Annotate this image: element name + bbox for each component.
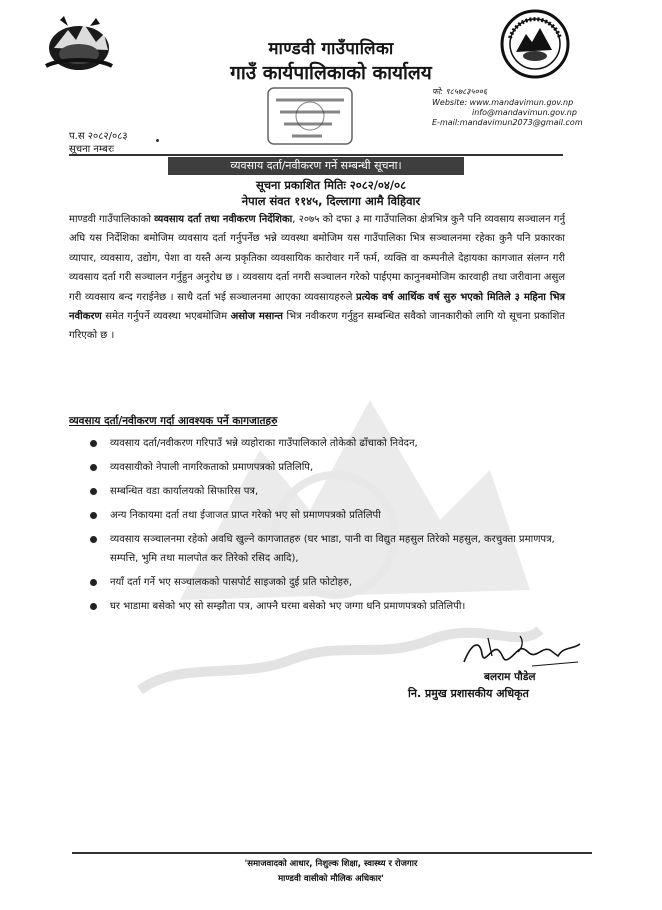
reference-number: प.स २०८२/०८३ [69, 131, 128, 142]
handwritten-signature-icon [458, 632, 586, 672]
body-text: समेत गर्नुपर्ने व्यवस्था भएबमोजिम [101, 311, 231, 323]
bullet-icon [90, 488, 97, 495]
list-item [90, 482, 570, 501]
body-bold-text: प्रत्येक वर्ष आर्थिक वर्ष सुरु भएको मितिले ३ महिना भित्र नवीकरण [69, 291, 565, 323]
documents-heading: व्यवसाय दर्ता/नवीकरण गर्दा आवश्यक पर्ने कागजातहरु [69, 415, 278, 427]
list-item-text: व्यवसाय सञ्चालनमा रहेको अवधि खुल्ने कागजातहरु (घर भाडा, पानी वा विद्युत महसुल तिरेको महसुल, करचुक्ता प्रमाणपत्र, सम्पत्ति, भुमि तथा मालपोत कर तिरेको रसिद आदि), [110, 534, 555, 564]
body-text: माण्डवी गाउँपालिकाको [69, 214, 155, 225]
list-item-text: अन्य निकायमा दर्ता तथा ईजाजत प्राप्त गरेको भए सो प्रमाणपत्रको प्रतिलिपी [110, 510, 381, 521]
bullet-icon [90, 579, 97, 586]
footer-divider [72, 852, 592, 854]
bullet-icon [90, 440, 97, 447]
list-item [90, 597, 570, 616]
signatory-title: नि. प्रमुख प्रशासकीय अधिकृत [408, 687, 529, 700]
publish-date: सूचना प्रकाशित मितिः २०८२/०४/०८ [255, 178, 407, 192]
documents-list [90, 434, 570, 621]
body-text: , २०७५ को दफा ३ मा गाउँपालिका क्षेत्रभित्र कुनै पनि व्यवसाय सञ्चालन गर्नु अघि यस निर्देशिका बमोजिम व्यवसाय दर्ता गर्नुपर्नेछ भन्ने व्यवस्था बमोजिम यस गाउँपालिका भित्र सञ्चालनमा रहेका कुनै पनि प्रकारका व्यापार, व्यवसाय, उद्योग, पेशा वा यस्तै अन्य प्रकृतिका व्यवसायिक कारोवार गर्ने फर्म, व्यक्ति वा कम्पनीले देहायका कागजात संलग्न गरी व्यवसाय दर्ता गरी सञ्चालन गर्नुहुन अनुरोध छ । व्यवसाय दर्ता नगरी सञ्चालन गरेको पाईएमा कानुनबमोजिम कारवाही तथा जरीवाना असुल गरी व्यवसाय बन्द गराईनेछ । साथै दर्ता भई सञ्चालनमा आएका व्यवसायहरुले [69, 214, 565, 303]
bullet-icon [90, 464, 97, 471]
list-item [90, 530, 570, 568]
list-item [90, 434, 570, 453]
bullet-icon [90, 512, 97, 519]
body-bold-text: असोज मसान्त [230, 311, 283, 323]
notice-banner: व्यवसाय दर्ता/नवीकरण गर्ने सम्बन्धी सूचना। [168, 157, 464, 175]
body-bold-text: व्यवसाय दर्ता तथा नवीकरण निर्देशिका [154, 214, 293, 225]
contact-email[interactable]: E-mail:mandavimun2073@gmail.com [432, 118, 583, 127]
office-stamp-icon [262, 84, 358, 148]
nepal-samvat-date: नेपाल संवत ११४५, दिल्लागा आमै विहिवार [241, 194, 421, 208]
list-item [90, 573, 570, 592]
phone-number: फो: ९८५७८३५००६ [432, 87, 488, 96]
website-link[interactable]: Website: www.mandavimun.gov.np [432, 98, 574, 107]
scan-mark [156, 139, 159, 142]
notice-number-label: सूचना नम्बरः [69, 144, 115, 155]
org-name: माण्डवी गाउँपालिका [268, 39, 394, 59]
bullet-icon [90, 603, 97, 610]
list-item-text: सम्बन्धित वडा कार्यालयको सिफारिस पत्र, [110, 486, 259, 497]
body-text: भित्र नवीकरण गर्नुहुन सम्बन्धित सवैको जानकारीको लागि यो सूचना प्रकाशित गरिएको छ । [69, 311, 565, 342]
header-divider [69, 154, 563, 156]
notice-body [69, 210, 565, 346]
bullet-icon [90, 536, 97, 543]
signatory-name: बलराम पौडेल [484, 671, 536, 683]
info-email[interactable]: info@mandavimun.gov.np [472, 108, 577, 117]
list-item-text: नयाँ दर्ता गर्ने भए सञ्चालकको पासपोर्ट साइजको दुई प्रति फोटोहरु, [110, 577, 353, 588]
office-name: गाउँ कार्यपालिकाको कार्यालय [230, 62, 432, 84]
list-item [90, 506, 570, 525]
list-item-text: व्यवसाय दर्ता/नवीकरण गरिपाउँ भन्ने व्यहोराका गाउँपालिकाले तोकेको ढाँचाको निवेदन, [110, 438, 418, 449]
footer-slogan-line1: 'समाजवादको आधार, निशुल्क शिक्षा, स्वास्थ्य र रोजगार [244, 859, 418, 869]
list-item-text: घर भाडामा बसेको भए सो सम्झौता पत्र, आफ्नै घरमा बसेको भए जग्गा धनि प्रमाणपत्रको प्रतिलिपी। [110, 601, 466, 612]
list-item [90, 458, 570, 477]
list-item-text: व्यवसायीको नेपाली नागरिकताको प्रमाणपत्रको प्रतिलिपि, [110, 462, 314, 473]
footer-slogan-line2: माण्डवी वासीको मौलिक अधिकार' [278, 874, 384, 884]
